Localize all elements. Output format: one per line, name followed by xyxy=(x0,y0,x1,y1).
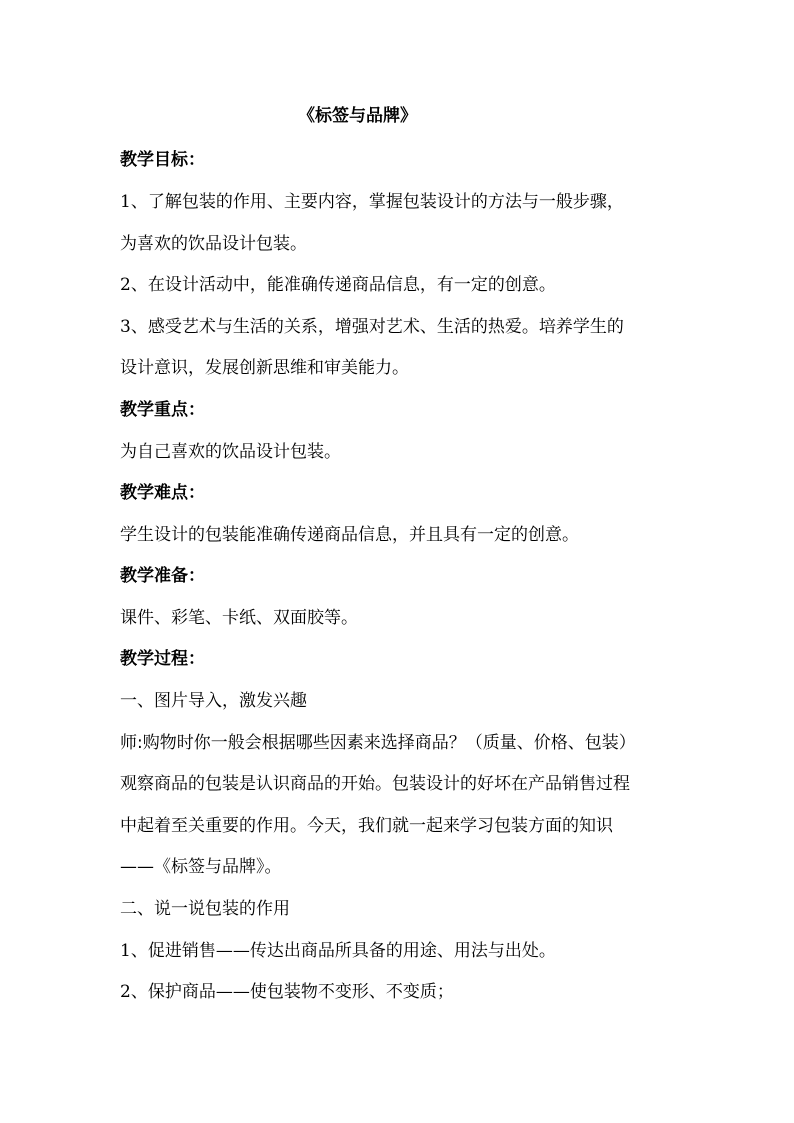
goal-item-2: 2、在设计活动中，能准确传递商品信息，有一定的创意。 xyxy=(120,275,556,295)
process-step-1-title: 一、图片导入，激发兴趣 xyxy=(120,691,307,711)
process-step-2-item-2: 2、保护商品——使包装物不变形、不变质； xyxy=(120,982,454,1002)
process-step-2-title: 二、说一说包装的作用 xyxy=(120,899,290,919)
process-step-2-item-1: 1、促进销售——传达出商品所具备的用途、用法与出处。 xyxy=(120,941,556,961)
goals-heading: 教学目标： xyxy=(120,150,205,170)
process-step-1-line-2: 观察商品的包装是认识商品的开始。包装设计的好坏在产品销售过程 xyxy=(120,774,630,794)
goal-item-3-line-2: 设计意识，发展创新思维和审美能力。 xyxy=(120,358,409,378)
preparation-text: 课件、彩笔、卡纸、双面胶等。 xyxy=(120,608,358,628)
process-heading: 教学过程： xyxy=(120,649,205,669)
preparation-heading: 教学准备： xyxy=(120,566,205,586)
goal-item-1-line-2: 为喜欢的饮品设计包装。 xyxy=(120,234,307,254)
difficulty-heading: 教学难点： xyxy=(120,483,205,503)
goal-item-3-line-1: 3、感受艺术与生活的关系，增强对艺术、生活的热爱。培养学生的 xyxy=(120,317,624,337)
document-title: 《标签与品牌》 xyxy=(298,106,417,126)
key-point-heading: 教学重点： xyxy=(120,400,205,420)
process-step-1-line-3: 中起着至关重要的作用。今天，我们就一起来学习包装方面的知识 xyxy=(120,816,613,836)
process-step-1-line-1: 师:购物时你一般会根据哪些因素来选择商品？（质量、价格、包装） xyxy=(120,733,636,753)
difficulty-text: 学生设计的包装能准确传递商品信息，并且具有一定的创意。 xyxy=(120,525,579,545)
key-point-text: 为自己喜欢的饮品设计包装。 xyxy=(120,442,341,462)
process-step-1-line-4: ——《标签与品牌》。 xyxy=(120,857,282,877)
goal-item-1-line-1: 1、了解包装的作用、主要内容，掌握包装设计的方法与一般步骤， xyxy=(120,192,624,212)
